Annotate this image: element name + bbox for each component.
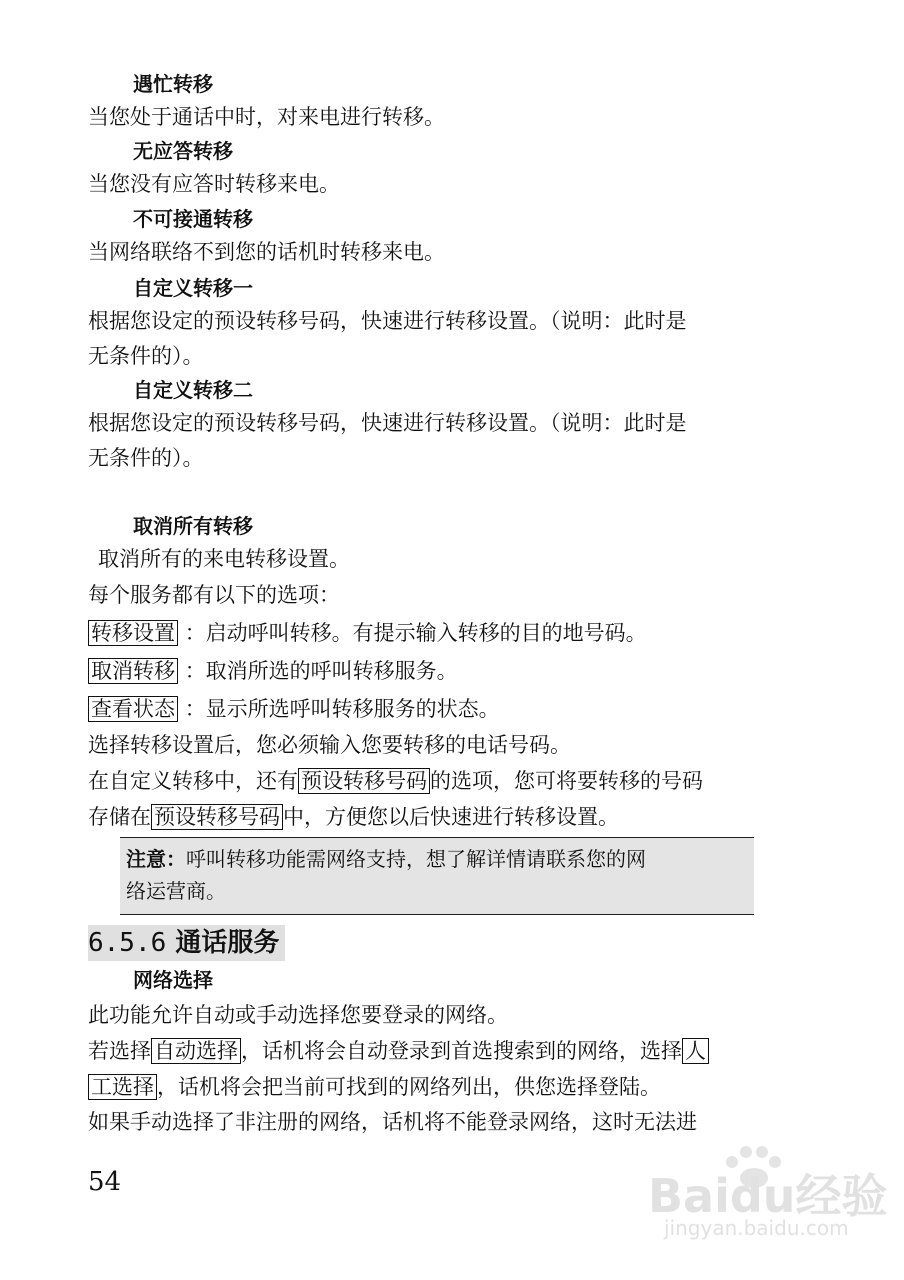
desc-cancel-all-forward: 取消所有的来电转移设置。 (98, 547, 350, 571)
page-number: 54 (88, 1167, 122, 1197)
network-line-4: 如果手动选择了非注册的网络，话机将不能登录网络，这时无法进 (88, 1110, 697, 1134)
watermark-logo: Baidu经验 (648, 1169, 888, 1223)
heading-unreachable-forward: 不可接通转移 (133, 207, 253, 231)
section-heading (88, 925, 285, 961)
heading-no-answer-forward: 无应答转移 (133, 139, 233, 163)
desc-custom-forward-2-line2: 无条件的）。 (88, 446, 204, 470)
note-box (120, 837, 754, 915)
option-desc-view-status: ：显示所选呼叫转移服务的状态。 (184, 697, 500, 721)
option-label-forward-setting: 转移设置 (88, 620, 178, 646)
heading-cancel-all-forward: 取消所有转移 (133, 514, 253, 538)
section-number: 6.5.6 (88, 928, 167, 958)
option-row-forward-setting (88, 618, 647, 648)
desc-no-answer-forward: 当您没有应答时转移来电。 (88, 172, 340, 196)
desc-custom-forward-2-line1: 根据您设定的预设转移号码，快速进行转移设置。（说明：此时是 (88, 411, 687, 435)
note-label: 注意： (126, 847, 186, 871)
text-segment: 在自定义转移中，还有 (88, 769, 298, 793)
manual-select-box-part2: 工选择 (88, 1074, 157, 1100)
option-row-cancel-forward (88, 656, 458, 686)
manual-select-box-part1: 人 (682, 1038, 709, 1064)
desc-custom-forward-1-line2: 无条件的）。 (88, 344, 204, 368)
option-label-view-status: 查看状态 (88, 696, 178, 722)
text-segment: 的选项，您可将要转移的号码 (430, 769, 703, 793)
heading-custom-forward-2: 自定义转移二 (133, 378, 253, 402)
watermark (640, 1140, 888, 1250)
option-label-cancel-forward: 取消转移 (88, 658, 178, 684)
network-line-3 (88, 1072, 661, 1102)
text-segment: ，话机将会把当前可找到的网络列出，供您选择登陆。 (157, 1075, 661, 1099)
text-segment: 若选择 (88, 1039, 151, 1063)
heading-custom-forward-1: 自定义转移一 (133, 276, 253, 300)
network-line-1: 此功能允许自动或手动选择您要登录的网络。 (88, 1003, 508, 1027)
option-desc-forward-setting: ：启动呼叫转移。有提示输入转移的目的地号码。 (184, 621, 647, 645)
section-title: 通话服务 (175, 928, 280, 958)
network-line-2 (88, 1036, 709, 1066)
auto-select-box: 自动选择 (151, 1038, 241, 1064)
option-desc-cancel-forward: ：取消所选的呼叫转移服务。 (184, 659, 458, 683)
preset-number-box: 预设转移号码 (298, 768, 430, 794)
desc-unreachable-forward: 当网络联络不到您的话机时转移来电。 (88, 240, 445, 264)
paragraph-preset-number-1 (88, 766, 703, 796)
text-segment: 中，方便您以后快速进行转移设置。 (283, 805, 619, 829)
heading-busy-forward: 遇忙转移 (133, 72, 213, 96)
preset-number-box: 预设转移号码 (151, 804, 283, 830)
text-segment: ，话机将会自动登录到首选搜索到的网络，选择 (241, 1039, 682, 1063)
text-segment: 存储在 (88, 805, 151, 829)
note-text-1: 呼叫转移功能需网络支持，想了解详情请联系您的网 (186, 847, 646, 871)
note-line-2: 络运营商。 (126, 879, 226, 903)
paragraph-preset-number-2 (88, 802, 619, 832)
watermark-url: jingyan.baidu.com (664, 1216, 849, 1240)
desc-custom-forward-1-line1: 根据您设定的预设转移号码，快速进行转移设置。（说明：此时是 (88, 309, 687, 333)
heading-network-selection: 网络选择 (133, 968, 213, 992)
options-intro: 每个服务都有以下的选项： (88, 583, 340, 607)
paragraph-forward-setting: 选择转移设置后，您必须输入您要转移的电话号码。 (88, 733, 571, 757)
note-line-1 (126, 844, 646, 874)
option-row-view-status (88, 694, 500, 724)
desc-busy-forward: 当您处于通话中时，对来电进行转移。 (88, 105, 445, 129)
